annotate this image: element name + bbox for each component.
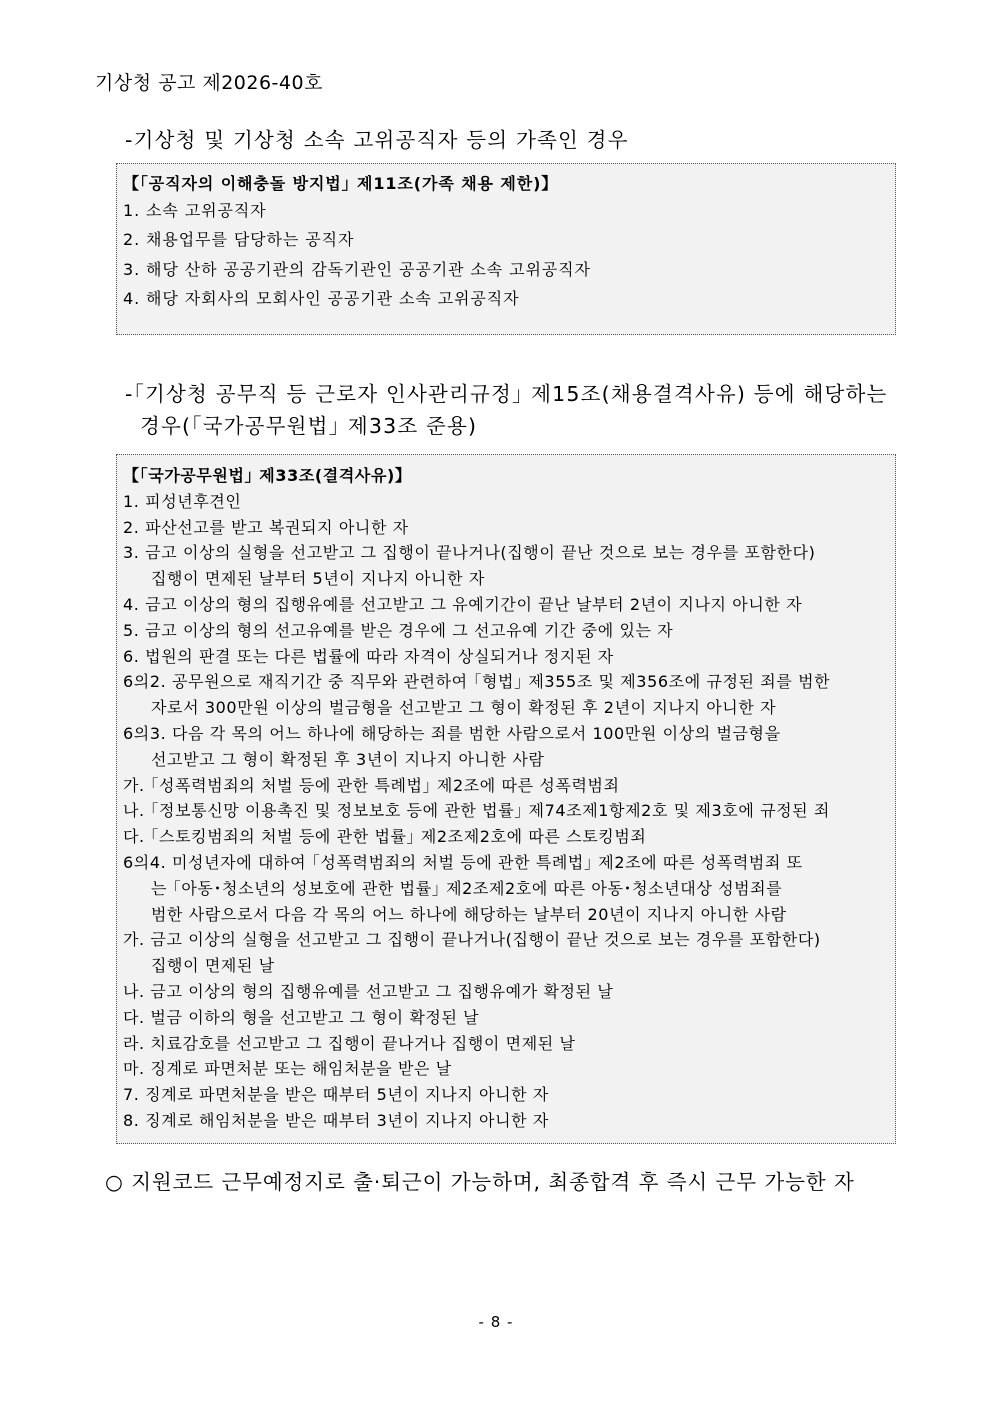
list-item-continued: 선고받고 그 형이 확정된 후 3년이 지나지 아니한 사람 [151, 749, 545, 769]
sub-item: 나. 금고 이상의 형의 집행유예를 선고받고 그 집행유예가 확정된 날 [123, 981, 614, 1001]
sub-item: 다. ｢스토킹범죄의 처벌 등에 관한 법률｣ 제2조제2호에 따른 스토킹범죄 [123, 827, 647, 847]
list-item: 6의2. 공무원으로 재직기간 중 직무와 관련하여 ｢형법｣ 제355조 및 제356조에 규정된 죄를 범한 [123, 672, 831, 692]
list-item: 2. 채용업무를 담당하는 공직자 [123, 230, 355, 250]
list-item-continued: 집행이 면제된 날부터 5년이 지나지 아니한 자 [151, 569, 485, 589]
list-item: 1. 소속 고위공직자 [123, 201, 267, 220]
list-item: 6. 법원의 판결 또는 다른 법률에 따라 자격이 상실되거나 정지된 자 [123, 646, 614, 666]
list-item: 4. 해당 자회사의 모회사인 공공기관 소속 고위공직자 [123, 288, 520, 308]
list-item-continued: 자로서 300만원 이상의 벌금형을 선고받고 그 형이 확정된 후 2년이 지나지 아니한 자 [151, 698, 777, 718]
box-title: 【｢공직자의 이해충돌 방지법｣ 제11조(가족 채용 제한)】 [123, 174, 559, 193]
document-number: 기상청 공고 제2026-40호 [95, 72, 323, 94]
list-item: 5. 금고 이상의 형의 선고유예를 받은 경우에 그 선고유예 기간 중에 있는 자 [123, 620, 674, 640]
sub-item: 나. ｢정보통신망 이용촉진 및 정보보호 등에 관한 법률｣ 제74조제1항제2호 및 제3호에 규정된 죄 [123, 801, 830, 821]
eligibility-requirement [105, 1165, 855, 1195]
section2-title-line1: -｢기상청 공무직 등 근로자 인사관리규정｣ 제15조(채용결격사유) 등에 해당하는 [125, 382, 888, 406]
sub-item: 라. 치료감호를 선고받고 그 집행이 끝나거나 집행이 면제된 날 [123, 1033, 576, 1053]
conflict-of-interest-box [116, 163, 896, 335]
list-item: 7. 징계로 파면처분을 받은 때부터 5년이 지나지 아니한 자 [123, 1085, 549, 1105]
section2-title-line2: 경우(｢국가공무원법｣ 제33조 준용) [140, 414, 478, 438]
sub-item: 마. 징계로 파면처분 또는 해임처분을 받은 날 [123, 1059, 452, 1079]
sub-item-continued: 집행이 면제된 날 [151, 956, 275, 976]
list-item-continued: 는 ｢아동･청소년의 성보호에 관한 법률｣ 제2조제2호에 따른 아동･청소년대상 성범죄를 [151, 878, 783, 898]
list-item-continued: 범한 사람으로서 다음 각 목의 어느 하나에 해당하는 날부터 20년이 지나지 아니한 사람 [151, 904, 787, 924]
box-title: 【｢국가공무원법｣ 제33조(결격사유)】 [123, 466, 412, 485]
circle-bullet-icon: ○ [105, 1170, 124, 1194]
list-item: 8. 징계로 해임처분을 받은 때부터 3년이 지나지 아니한 자 [123, 1110, 549, 1130]
list-item: 4. 금고 이상의 형의 집행유예를 선고받고 그 유예기간이 끝난 날부터 2년이 지나지 아니한 자 [123, 594, 803, 614]
list-item: 1. 피성년후견인 [123, 491, 242, 511]
requirement-text: 지원코드 근무예정지로 출·퇴근이 가능하며, 최종합격 후 즉시 근무 가능한 자 [131, 1170, 855, 1194]
section1-title: -기상청 및 기상청 소속 고위공직자 등의 가족인 경우 [125, 128, 629, 152]
list-item: 2. 파산선고를 받고 복권되지 아니한 자 [123, 517, 409, 537]
list-item: 6의3. 다음 각 목의 어느 하나에 해당하는 죄를 범한 사람으로서 100만원 이상의 벌금형을 [123, 723, 781, 743]
sub-item: 가. 금고 이상의 실형을 선고받고 그 집행이 끝나거나(집행이 끝난 것으로 보는 경우를 포함한다) [123, 930, 821, 950]
sub-item: 다. 벌금 이하의 형을 선고받고 그 형이 확정된 날 [123, 1007, 480, 1027]
page-number: - 8 - [478, 1313, 514, 1331]
section2-title [125, 378, 887, 442]
disqualification-box [116, 454, 896, 1144]
sub-item: 가. ｢성폭력범죄의 처벌 등에 관한 특례법｣ 제2조에 따른 성폭력범죄 [123, 775, 620, 795]
list-item: 3. 해당 산하 공공기관의 감독기관인 공공기관 소속 고위공직자 [123, 259, 591, 279]
list-item: 3. 금고 이상의 실형을 선고받고 그 집행이 끝나거나(집행이 끝난 것으로 보는 경우를 포함한다) [123, 543, 816, 563]
list-item: 6의4. 미성년자에 대하여 ｢성폭력범죄의 처벌 등에 관한 특례법｣ 제2조에 따른 성폭력범죄 또 [123, 852, 803, 872]
